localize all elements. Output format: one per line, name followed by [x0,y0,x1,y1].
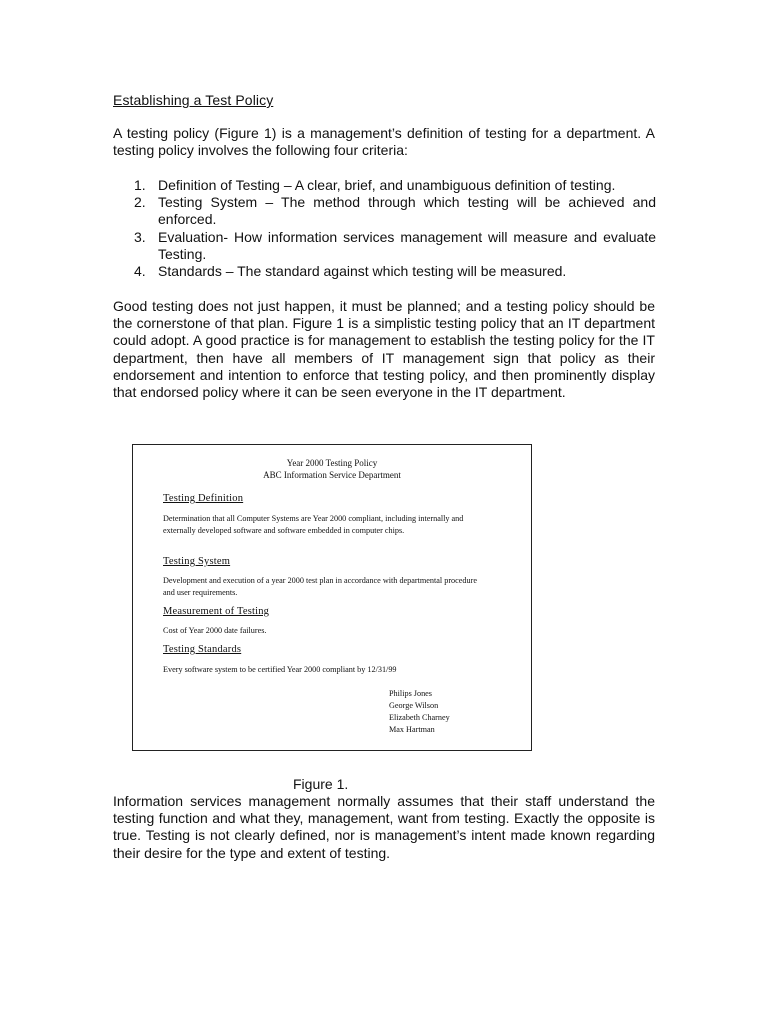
closing-paragraph: Information services management normally assumes that their staff understand the testing function and what they, management, want from testing. Exactly the opposite is true. Testing is not clearly defined, nor is management’s intent made known regarding their desire for the type and extent of testing. [113,793,655,861]
criteria-number: 3. [134,228,146,245]
criteria-text: Testing System – The method through which testing will be achieved and enforced. [158,194,656,228]
planning-paragraph: Good testing does not just happen, it must be planned; and a testing policy should be the cornerstone of that plan. Figure 1 is a simplistic testing policy that an IT department could adopt. A good practice is for management to establish the testing policy for the IT department, then have all members of IT management sign that policy as their endorsement and intention to enforce that testing policy, and then prominently display that endorsed policy where it can be seen everyone in the IT department. [113,298,655,401]
figure-section-heading: Testing Definition [163,493,244,504]
figure-section-body: Determination that all Computer Systems are Year 2000 compliant, including internally and externally developed software and software embedded in computer chips. [163,514,464,535]
criteria-text: Standards – The standard against which testing will be measured. [158,263,567,280]
criteria-list [134,177,656,280]
figure-section-body: Cost of Year 2000 date failures. [163,626,267,635]
criteria-item [134,194,656,228]
figure-title: Year 2000 Testing Policy [286,458,378,468]
signatory-list [389,688,450,736]
criteria-text: Definition of Testing – A clear, brief, and unambiguous definition of testing. [158,177,616,193]
signatory-name: George Wilson [389,701,439,710]
figure-caption: Figure 1. [293,776,349,792]
figure-subtitle: ABC Information Service Department [263,470,401,480]
figure-section-heading: Testing Standards [163,644,242,655]
criteria-item [134,263,656,280]
criteria-number: 4. [134,263,146,280]
criteria-number: 1. [134,177,146,193]
signatory-name: Max Hartman [389,725,435,734]
criteria-item [134,229,656,263]
criteria-number: 2. [134,194,146,211]
signatory-name: Elizabeth Charney [389,713,450,722]
criteria-item [134,177,656,194]
figure-section-body: Development and execution of a year 2000 test plan in accordance with departmental procedure and user requirements. [163,576,477,597]
figure-section-heading: Measurement of Testing [163,606,270,617]
criteria-text: Evaluation- How information services management will measure and evaluate Testing. [158,228,656,262]
testing-policy-figure [132,444,532,751]
figure-section-heading: Testing System [163,556,231,567]
intro-paragraph: A testing policy (Figure 1) is a management’s definition of testing for a department. A testing policy involves the following four criteria: [113,125,655,159]
figure-section-body: Every software system to be certified Year 2000 compliant by 12/31/99 [163,665,397,674]
document-heading: Establishing a Test Policy [113,92,274,108]
signatory-name: Philips Jones [389,689,432,698]
